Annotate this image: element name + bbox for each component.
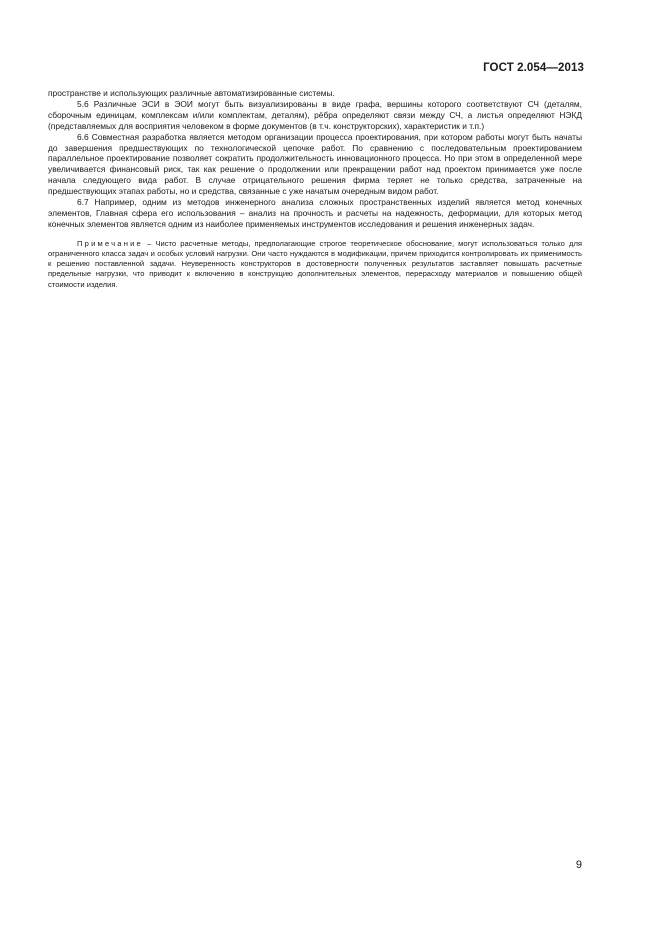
paragraph-6-6: 6.6 Совместная разработка является методом организации процесса проектирования, при котором работы могут быть начаты до завершения предшествующих по технологической цепочке работ. По сравнению с последовательным проектированием параллельное проектирование позволяет сократить продолжительность инновационного процесса. Но при этом в определенной мере увеличивается финансовый риск, так как решение о продолжении или прекращении работ над проектом принимается уже после начала следующего вида работ. В случае отрицательного решения фирма теряет не только средства, затраченные на предшествующих этапах работы, но и средства, связанные с уже начатым очередным видом работ.: [48, 131, 582, 197]
note-paragraph: [48, 239, 582, 290]
note-dash: –: [142, 238, 156, 248]
paragraph-5-6: 5.6 Различные ЭСИ в ЭОИ могут быть визуализированы в виде графа, вершины которого соответствуют СЧ (деталям, сборочным единицам, комплексам и/или комплектам, деталям), рёбра определяют связи между СЧ, а листья определяют НЭКД (представляемых для восприятия человеком в форме документов (в т.ч. конструкторских), характеристик и т.п.): [48, 98, 582, 131]
document-code: ГОСТ 2.054—2013: [483, 62, 584, 74]
note-text: Чисто расчетные методы, предполагающие строгое теоретическое обоснование, могут использоваться только для ограниченного класса задач и особых условий нагрузки. Они часто нуждаются в модификации, причем приходится контролировать их применимость к решению поставленной задачи. Неуверенность конструкторов в достоверности полученных результатов заставляет повышать расчетные предельные нагрузки, что приводит к включению в конструкцию дополнительных элементов, перерасходу материалов и повышению общей стоимости изделия.: [48, 238, 582, 289]
document-body: [48, 88, 582, 290]
paragraph-continuation: пространстве и использующих различные автоматизированные системы.: [48, 88, 335, 98]
page-number: 9: [575, 859, 582, 871]
note-label: Примечание: [77, 238, 143, 248]
paragraph-6-7: 6.7 Например, одним из методов инженерного анализа сложных пространственных изделий является метод конечных элементов, Главная сфера его использования – анализ на прочность и расчеты на надежность, деформации, для которых метод конечных элементов является одним из наиболее применяемых инструментов исследования и решения инженерных задач.: [48, 197, 582, 229]
